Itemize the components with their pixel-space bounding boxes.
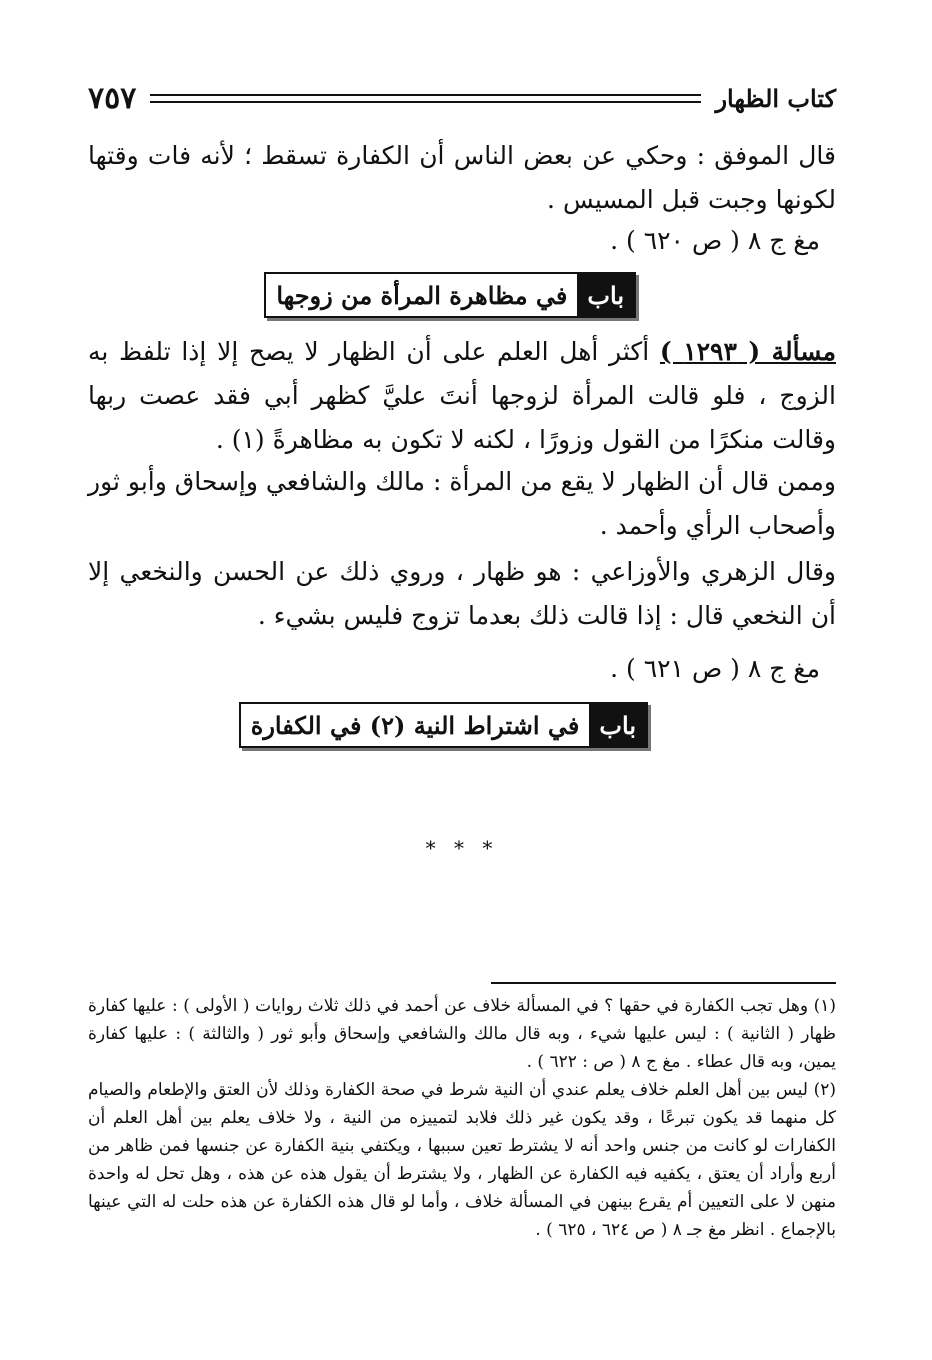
book-title: كتاب الظهار <box>715 83 836 113</box>
page-number: ٧٥٧ <box>88 80 137 116</box>
section-title: في اشتراط النية (٢) في الكفارة <box>250 710 580 740</box>
masala-number: مسألة ( ١٢٩٣ ) <box>659 337 836 366</box>
section-heading-1 <box>264 272 636 318</box>
reference-620: مغ ج ٨ ( ص ٦٢٠ ) . <box>610 226 820 255</box>
paragraph-scholars: وممن قال أن الظهار لا يقع من المرأة : مالك والشافعي وإسحاق وأبو ثور وأصحاب الرأي وأحمد . <box>88 467 836 540</box>
paragraph-zuhri: وقال الزهري والأوزاعي : هو ظهار ، وروي ذلك عن الحسن والنخعي إلا أن النخعي قال : إذا قالت ذلك بعدما تزوج فليس بشيء . <box>88 557 836 630</box>
footnotes <box>88 992 836 1244</box>
paragraph-muwaffaq: قال الموفق : وحكي عن بعض الناس أن الكفارة تسقط ؛ لأنه فات وقتها لكونها وجبت قبل المسيس . <box>88 141 836 214</box>
masala-text: أكثر أهل العلم على أن الظهار لا يصح إلا إذا تلفظ به الزوج ، فلو قالت المرأة لزوجها أنتَ عليَّ كظهر أبي فقد عصت ربها وقالت منكرًا من القول وزورًا ، لكنه لا تكون به مظاهرةً (١) . <box>88 337 836 454</box>
section-title: في مظاهرة المرأة من زوجها <box>276 280 568 310</box>
section-heading-2 <box>239 702 648 748</box>
section-separator: * * * <box>425 836 499 860</box>
reference-621: مغ ج ٨ ( ص ٦٢١ ) . <box>610 654 820 683</box>
footnote-rule <box>491 982 836 984</box>
book-page <box>88 60 836 1340</box>
paragraph-masala <box>88 330 836 462</box>
header-rule <box>150 94 701 103</box>
footnote-1: (١) وهل تجب الكفارة في حقها ؟ في المسألة خلاف عن أحمد في ذلك ثلاث روايات ( الأولى ) : عليها كفارة ظهار ( الثانية ) : ليس عليها شيء ، وبه قال مالك والشافعي وإسحاق وأبو ثور ( والثالثة ) : عليها كفارة يمين، وبه قال عطاء . مغ ج ٨ ( ص : ٦٢٢ ) . <box>88 996 836 1072</box>
footnote-2: (٢) ليس بين أهل العلم خلاف يعلم عندي أن النية شرط في صحة الكفارة وذلك لأن العتق والإطعام والصيام كل منهما قد يكون تبرعًا ، وقد يكون غير ذلك فلابد لتمييزه من النية ، ولا خلاف يعلم بين أهل العلم أن الكفارات لو كانت من جنس واحد أنه لا يشترط تعين سببها ، ويكتفي بنية الكفارة عن جنسها فمن ظاهر من أربع وأراد أن يعتق ، يكفيه فيه الكفارة عن الظهار ، ولا يشترط أن يقول هذه عن هذه ، وهل تحل له واحدة منهن لا على التعيين أم يقرع بينهن في المسألة خلاف ، وأما لو قال هذه الكفارة عن هذه حلت له التي عينها بالإجماع . انظر مغ جـ ٨ ( ص ٦٢٤ ، ٦٢٥ ) . <box>88 1080 836 1240</box>
section-label: باب <box>589 704 646 746</box>
page-header <box>88 78 836 118</box>
section-label: باب <box>577 274 634 316</box>
